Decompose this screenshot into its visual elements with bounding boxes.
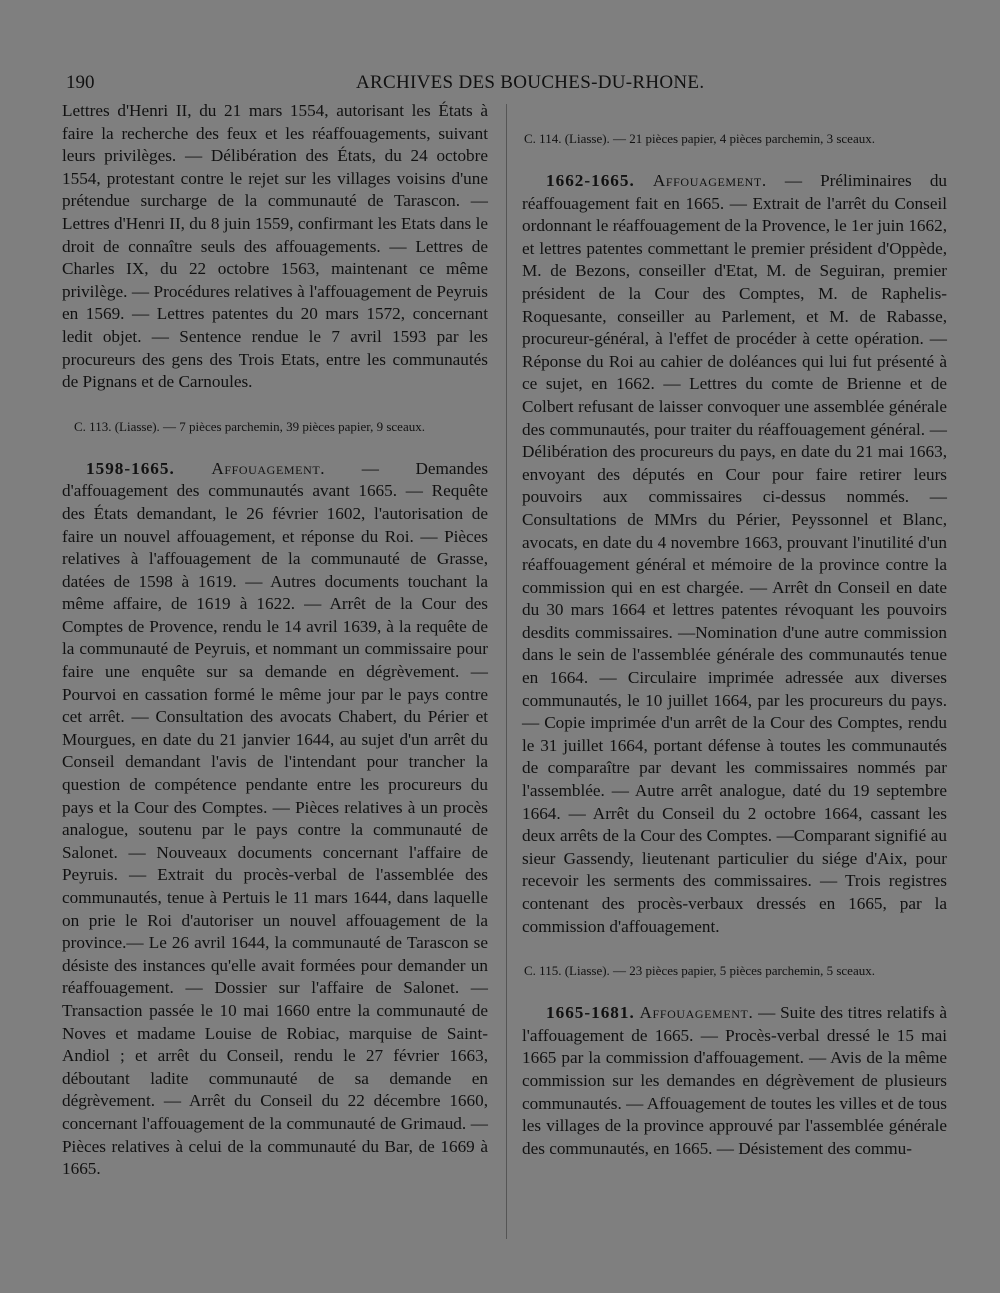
cote-c113: C. 113. (Liasse). — 7 pièces parchemin, 39 pièces papier, 9 sceaux. (74, 418, 425, 434)
entry-text: — Demandes d'affouagement des communautés avant 1665. — Requête des États demandant, le 26 février 1602, l'autorisation de faire un nouvel affouagement, et réponse du Roi. — Pièces relatives à l'affouagement de la communauté de Grasse, datées de 1598 à 1619. — Autres documents touchant la même affaire, de 1619 à 1622. — Arrêt de la Cour des Comptes de Provence, rendu le 14 avril 1639, à la requête de la communauté de Peyruis, et nommant un commissaire pour faire une enquête sur sa demande en dégrèvement. — Pourvoi en cassation formé le même jour par le pays contre cet arrêt. — Consultation des avocats Chabert, du Périer et Mourgues, en date du 21 janvier 1644, au sujet d'un arrêt du Conseil demandant l'avis de l'intendant pour trancher la question de compétence pendante entre les procureurs du pays et la Cour des Comptes. — Pièces relatives à un procès analogue, soutenu par le pays contre la communauté de Salonet. — Nouveaux documents concernant l'affaire de Peyruis. — Extrait du procès-verbal de l'assemblée des communautés, tenue à Pertuis le 11 mars 1644, dans laquelle on prie le Roi d'autoriser un nouvel affouagement de la province.— Le 26 avril 1644, la communauté de Tarascon se désiste des instances qu'elle avait formées pour demander un réaffouagement. — Dossier sur l'affaire de Salonet. — Transaction passée le 10 mai 1660 entre la communauté de Noves et madame Louise de Robiac, marquise de Saint-Andiol ; et arrêt du Conseil, rendu le 27 février 1663, déboutant ladite communauté de sa demande en dégrèvement. — Arrêt du Conseil du 22 décembre 1660, concernant l'affouagement de la communauté de Grimaud. — Pièces relatives à celui de la communauté du Bar, de 1669 à 1665. (62, 458, 489, 1179)
entry-kind: Affouagement. (652, 171, 767, 190)
entry-kind: Affouagement. (211, 458, 326, 478)
entry-kind: Affouagement. (639, 1003, 754, 1023)
cote-c115: C. 115. (Liasse). — 23 pièces papier, 5 pièces parchemin, 5 sceaux. (524, 963, 875, 979)
continuation-paragraph: Lettres d'Henri II, du 21 mars 1554, autorisant les États à faire la recherche des feux et les réaffouagements, suivant leurs privilèges. — Délibération des États, du 24 octobre 1554, protestant contre le rejet sur les villages voisins d'une prétendue surcharge de la communauté de Tarascon. —Lettres d'Henri II, du 8 juin 1559, confirmant les Etats dans le droit de connaître seuls des affouagements. — Lettres de Charles IX, du 22 octobre 1563, maintenant ce même privilège. — Procédures relatives à l'affouagement de Peyruis en 1569. — Lettres patentes du 20 mars 1572, concernant ledit objet. — Sentence rendue le 7 avril 1593 par les procureurs des gens des Trois Etats, entre les communautés de Pignans et de Carnoules. (62, 101, 488, 392)
right-column (522, 130, 947, 1160)
page-header (66, 72, 946, 98)
entry-text: — Suite des titres relatifs à l'affouagement de 1665. — Procès-verbal dressé le 15 mai 1665 par la commission d'affouagement. — Avis de la même commission sur les demandes en dégrèvement de plusieurs communautés. — Affouagement de toutes les villes et de tous les villages de la province approuvé par l'assemblée générale des communautés, en 1665. — Désistement des commu- (522, 1003, 948, 1158)
column-divider (506, 104, 507, 1239)
entry-c115 (522, 1002, 947, 1160)
entry-c114 (522, 170, 947, 938)
cote-c114: C. 114. (Liasse). — 21 pièces papier, 4 pièces parchemin, 3 sceaux. (524, 131, 875, 146)
left-column (62, 100, 488, 1181)
entry-text: — Préliminaires du réaffouagement fait en 1665. — Extrait de l'arrêt du Conseil ordonnant le réaffouagement de la Provence, le 1er juin 1662, et lettres patentes commettant le premier président d'Oppède, M. de Bezons, conseiller d'Etat, M. de Seguiran, premier président de la Cour des Comptes, M. de Raphelis-Roquesante, conseiller au Parlement, et M. de Rabasse, procureur-général, à l'effet de procéder à cette opération. — Réponse du Roi au cahier de doléances qui lui fut présenté à ce sujet, en 1662. — Lettres du comte de Brienne et de Colbert refusant de laisser convoquer une assemblée générale des communautés, pour traiter du réaffouagement général. — Délibération des procureurs du pays, en date du 21 mai 1663, envoyant des députés en Cour pour faire retirer leurs pouvoirs aux commissaires ci-dessus nommés. — Consultations de MMrs du Périer, Peyssonnel et Blanc, avocats, en date du 4 novembre 1663, prouvant l'inutilité d'un réaffouagement général et mémoire de la province contre la commission qui en est chargée. — Arrêt dn Conseil en date du 30 mars 1664 et lettres patentes révoquant les pouvoirs desdits commissaires. —Nomination d'une autre commission dans le sein de l'assemblée générale des communautés tenue en 1664. — Circulaire imprimée adressée aux diverses communautés, le 10 juillet 1664, par les procureurs du pays. — Copie imprimée d'un arrêt de la Cour des Comptes, rendu le 31 juillet 1664, portant défense à toutes les communautés de comparaître par devant les commissaires nommés par l'assemblée. — Autre arrêt analogue, daté du 19 septembre 1664. — Arrêt du Conseil du 2 octobre 1664, cassant les deux arrêts de la Cour des Comptes. —Comparant signifié au sieur Gassendy, lieutenant particulier du siége d'Aix, pour recevoir les serments des commissaires. — Trois registres contenant des procès-verbaux dressés en 1665, par la commission d'affouagement. (522, 171, 948, 936)
running-title: ARCHIVES DES BOUCHES-DU-RHONE. (356, 72, 705, 93)
page-number: 190 (66, 72, 95, 93)
entry-c113 (62, 458, 488, 1181)
entry-date: 1598-1665. (86, 458, 175, 478)
entry-date: 1665-1681. (546, 1003, 635, 1023)
entry-date: 1662-1665. (546, 171, 635, 190)
